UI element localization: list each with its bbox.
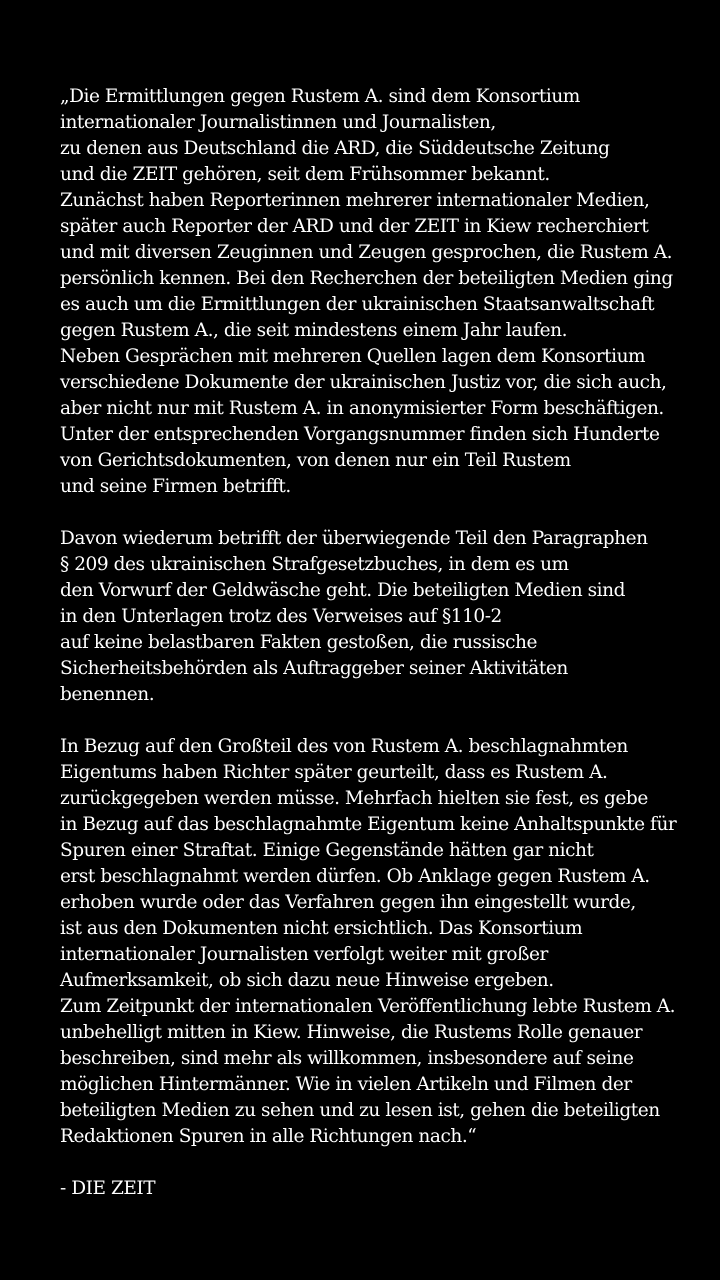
text-line: in den Unterlagen trotz des Verweises auf §110-2 <box>60 606 502 627</box>
text-line: persönlich kennen. Bei den Recherchen der beteiligten Medien ging <box>60 268 673 289</box>
text-line: beteiligten Medien zu sehen und zu lesen ist, gehen die beteiligten <box>60 1100 660 1121</box>
paragraph-investigation <box>60 84 700 500</box>
text-line: § 209 des ukrainischen Strafgesetzbuches, in dem es um <box>60 554 569 575</box>
text-line: und die ZEIT gehören, seit dem Frühsommer bekannt. <box>60 164 550 185</box>
text-line: ist aus den Dokumenten nicht ersichtlich. Das Konsortium <box>60 918 583 939</box>
text-line: beschreiben, sind mehr als willkommen, insbesondere auf seine <box>60 1048 634 1069</box>
text-line: Eigentums haben Richter später geurteilt, dass es Rustem A. <box>60 762 608 783</box>
text-line: gegen Rustem A., die seit mindestens einem Jahr laufen. <box>60 320 568 341</box>
text-line: von Gerichtsdokumenten, von denen nur ein Teil Rustem <box>60 450 571 471</box>
text-line: Zum Zeitpunkt der internationalen Veröffentlichung lebte Rustem A. <box>60 996 676 1017</box>
text-line: internationaler Journalisten verfolgt weiter mit großer <box>60 944 548 965</box>
text-line: Zunächst haben Reporterinnen mehrerer internationaler Medien, <box>60 190 650 211</box>
text-line: Spuren einer Straftat. Einige Gegenstände hätten gar nicht <box>60 840 594 861</box>
text-line: und seine Firmen betrifft. <box>60 476 291 497</box>
attribution <box>60 1176 700 1202</box>
text-line: zu denen aus Deutschland die ARD, die Süddeutsche Zeitung <box>60 138 610 159</box>
text-line: möglichen Hintermänner. Wie in vielen Artikeln und Filmen der <box>60 1074 632 1095</box>
text-line: den Vorwurf der Geldwäsche geht. Die beteiligten Medien sind <box>60 580 626 601</box>
paragraph-seized-property <box>60 734 700 1150</box>
text-line: unbehelligt mitten in Kiew. Hinweise, die Rustems Rolle genauer <box>60 1022 643 1043</box>
text-line: Aufmerksamkeit, ob sich dazu neue Hinweise ergeben. <box>60 970 554 991</box>
text-line: aber nicht nur mit Rustem A. in anonymisierter Form beschäftigen. <box>60 398 664 419</box>
text-line: erst beschlagnahmt werden dürfen. Ob Anklage gegen Rustem A. <box>60 866 650 887</box>
text-line: später auch Reporter der ARD und der ZEIT in Kiew recherchiert <box>60 216 649 237</box>
text-line: Unter der entsprechenden Vorgangsnummer finden sich Hunderte <box>60 424 660 445</box>
text-line: Redaktionen Spuren in alle Richtungen nach.“ <box>60 1126 477 1147</box>
text-line: Neben Gesprächen mit mehreren Quellen lagen dem Konsortium <box>60 346 646 367</box>
text-line: erhoben wurde oder das Verfahren gegen ihn eingestellt wurde, <box>60 892 636 913</box>
text-line: Davon wiederum betrifft der überwiegende Teil den Paragraphen <box>60 528 648 549</box>
text-line: es auch um die Ermittlungen der ukrainischen Staatsanwaltschaft <box>60 294 655 315</box>
text-line: verschiedene Dokumente der ukrainischen Justiz vor, die sich auch, <box>60 372 667 393</box>
source-line: - DIE ZEIT <box>60 1178 156 1199</box>
text-line: zurückgegeben werden müsse. Mehrfach hielten sie fest, es gebe <box>60 788 648 809</box>
paragraph-money-laundering <box>60 526 700 708</box>
text-line: internationaler Journalistinnen und Journalisten, <box>60 112 496 133</box>
text-line: und mit diversen Zeuginnen und Zeugen gesprochen, die Rustem A. <box>60 242 673 263</box>
text-line: in Bezug auf das beschlagnahmte Eigentum keine Anhaltspunkte für <box>60 814 677 835</box>
text-line: „Die Ermittlungen gegen Rustem A. sind dem Konsortium <box>60 86 580 107</box>
text-line: auf keine belastbaren Fakten gestoßen, die russische <box>60 632 538 653</box>
text-line: Sicherheitsbehörden als Auftraggeber seiner Aktivitäten <box>60 658 568 679</box>
text-line: In Bezug auf den Großteil des von Rustem A. beschlagnahmten <box>60 736 628 757</box>
text-line: benennen. <box>60 684 155 705</box>
quote-document <box>60 84 700 1202</box>
